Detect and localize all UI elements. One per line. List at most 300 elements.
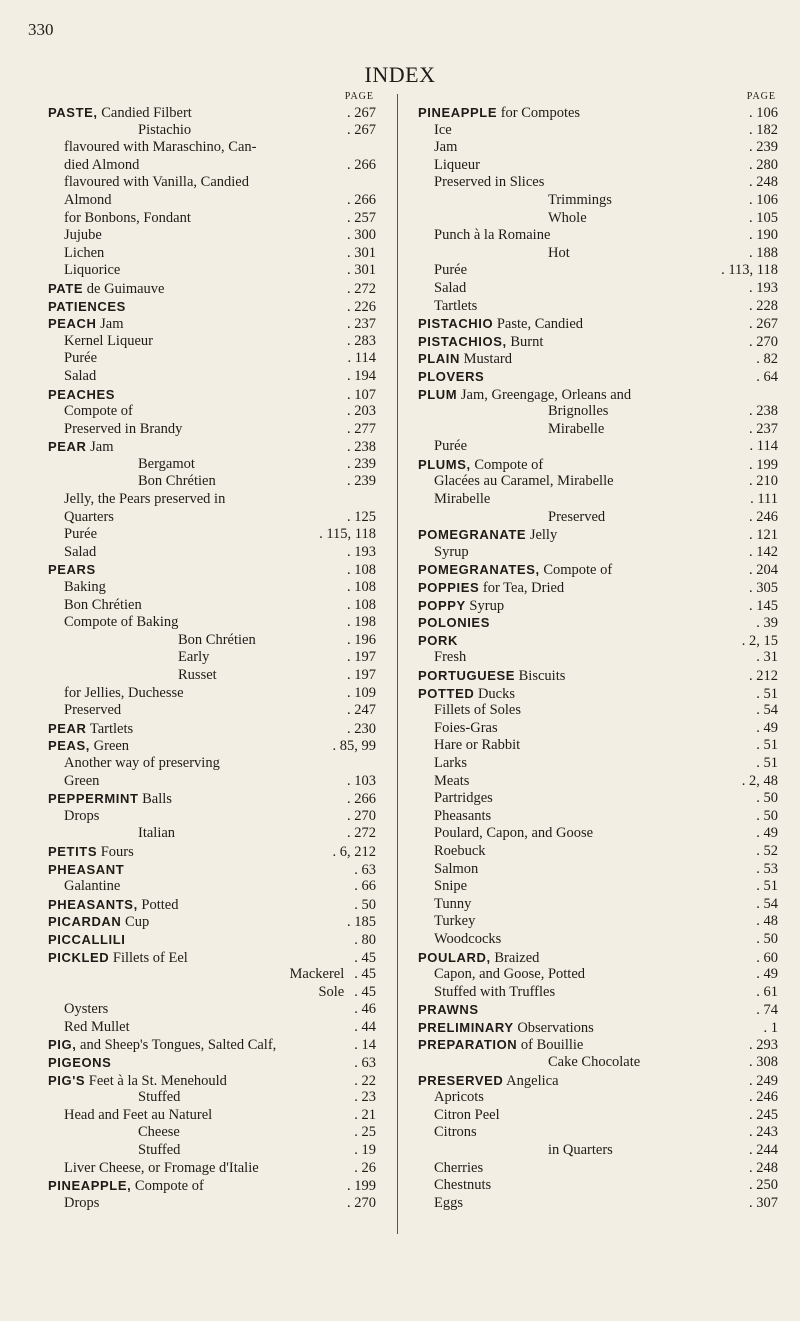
entry-page-number: . 238 (343, 439, 376, 456)
entry-text (418, 438, 746, 456)
entry-text (418, 1072, 745, 1090)
entry-page-number: . 308 (745, 1054, 778, 1072)
entry-page-number: . 230 (343, 721, 376, 738)
entry-headword: POPPIES (418, 580, 480, 596)
entry-subtext: Eggs (434, 1194, 463, 1211)
entry-text (418, 579, 745, 597)
entry-subtext: Compote of (539, 562, 613, 579)
index-entry (48, 456, 376, 474)
entry-page-number: . 199 (745, 457, 778, 474)
entry-page-number: . 283 (343, 333, 376, 351)
index-entry (418, 790, 778, 808)
index-entry (48, 438, 376, 456)
index-entry (48, 667, 376, 685)
entry-subtext: Feet à la St. Menehould (85, 1072, 227, 1089)
entry-text (418, 1089, 745, 1107)
entry-text (48, 350, 344, 368)
entry-text (418, 544, 745, 562)
index-entry (418, 667, 778, 685)
index-entry (418, 702, 778, 720)
index-entry (418, 368, 778, 386)
entry-text (48, 685, 343, 703)
entry-subtext: Snipe (434, 878, 468, 895)
entry-headword: PIG'S (48, 1072, 86, 1088)
entry-subtext: flavoured with Maraschino, Can- (64, 139, 257, 156)
entry-text (48, 333, 343, 351)
entry-subtext: Meats (434, 772, 470, 789)
entry-page-number: . 26 (350, 1160, 376, 1178)
entry-text (418, 808, 752, 826)
entry-headword: POMEGRANATE (418, 527, 527, 543)
entry-subtext: Tartlets (86, 720, 134, 737)
entry-page-number: . 239 (343, 456, 376, 474)
index-entry (48, 227, 376, 245)
index-entry (48, 896, 376, 914)
entry-subtext: Jam (86, 439, 114, 456)
entry-subtext: Paste, Candied (493, 316, 584, 333)
entry-text (48, 210, 343, 228)
entry-text (418, 896, 752, 914)
index-entry (418, 333, 778, 351)
entry-text (418, 790, 752, 808)
index-entry (48, 280, 376, 298)
index-entry (418, 245, 778, 263)
index-entry (48, 1001, 376, 1019)
index-entry (418, 755, 778, 773)
entry-text (418, 122, 745, 140)
entry-subtext: Tunny (434, 895, 472, 912)
index-entry (48, 843, 376, 861)
entry-page-number: . 74 (752, 1002, 778, 1019)
entry-text (418, 368, 752, 386)
entry-text (48, 790, 343, 808)
entry-text (418, 473, 745, 491)
index-entry (48, 702, 376, 720)
entry-text (48, 227, 343, 245)
entry-text (48, 597, 343, 615)
index-entry (48, 315, 376, 333)
index-column-right (418, 90, 778, 1212)
entry-page-number: . 60 (752, 950, 778, 967)
index-entry (418, 350, 778, 368)
index-entry (48, 720, 376, 738)
entry-page-number: . 293 (745, 1037, 778, 1054)
entry-page-number: . 82 (752, 351, 778, 368)
index-entry (418, 122, 778, 140)
entry-text (48, 509, 343, 527)
index-entry (418, 403, 778, 421)
entry-page-number: . 121 (745, 527, 778, 544)
entry-subtext: Liver Cheese, or Fromage d'Italie (64, 1159, 259, 1176)
entry-page-number: . 194 (343, 368, 376, 386)
index-entry (418, 298, 778, 316)
entry-text (48, 861, 350, 879)
entry-page-number: . 277 (343, 421, 376, 439)
entry-text (48, 773, 343, 791)
entry-text (418, 1054, 745, 1072)
entry-page-number: . 300 (343, 227, 376, 245)
entry-text (48, 368, 343, 386)
entry-headword: PORTUGUESE (418, 668, 516, 683)
entry-page-number: . 46 (350, 1001, 376, 1019)
entry-page-number: . 115, 118 (315, 526, 376, 544)
entry-subtext: Jujube (64, 227, 102, 244)
entry-subtext: Salad (64, 543, 97, 560)
index-entry (418, 280, 778, 298)
entry-page-number: . 106 (745, 105, 778, 122)
entry-headword: PEPPERMINT (48, 791, 139, 807)
entry-page-number: . 188 (745, 245, 778, 263)
entry-subtext: Russet (178, 667, 217, 683)
entry-subtext: Liquorice (64, 262, 121, 279)
entry-subtext: Preserved (64, 702, 122, 719)
entry-page-number: . 267 (745, 316, 778, 333)
index-entry (418, 825, 778, 843)
index-entry (48, 509, 376, 527)
entry-page-number: . 2, 48 (738, 773, 778, 791)
entry-subtext: Foies-Gras (434, 719, 498, 736)
entry-subtext: Purée (64, 526, 98, 543)
entry-page-number: . 228 (745, 298, 778, 316)
entry-subtext: of Bouillie (517, 1037, 584, 1054)
entry-page-number: . 266 (343, 791, 376, 808)
entry-subtext: Woodcocks (434, 930, 502, 947)
index-entry (48, 737, 376, 755)
entry-subtext: Stuffed (138, 1142, 181, 1159)
index-entry (48, 1036, 376, 1054)
entry-subtext: Drops (64, 1194, 100, 1211)
entry-subtext: Fillets of Eel (109, 949, 188, 966)
index-entry (418, 456, 778, 474)
entry-text (48, 825, 343, 843)
index-entry (48, 931, 376, 949)
index-entry (48, 491, 376, 509)
entry-text (418, 298, 745, 316)
entry-subtext: Head and Feet au Naturel (64, 1106, 213, 1123)
entry-text (48, 1036, 350, 1054)
entry-subtext: Compote of Baking (64, 614, 179, 631)
index-entry (48, 403, 376, 421)
index-entry (48, 262, 376, 280)
entry-page-number: . 109 (343, 685, 376, 703)
index-entry (418, 438, 778, 456)
index-entry (48, 966, 376, 984)
index-entry (48, 104, 376, 122)
entry-headword: PLUMS, (418, 456, 471, 472)
entry-subtext: for Compotes (497, 105, 581, 121)
entry-text (418, 773, 738, 791)
entry-headword: PEACH (48, 316, 97, 332)
entry-text (418, 843, 752, 861)
entry-headword: PRELIMINARY (418, 1019, 514, 1035)
index-entry (48, 1089, 376, 1107)
entry-subtext: Bon Chrétien (64, 596, 142, 613)
entry-subtext: Roebuck (434, 842, 486, 859)
index-entry (418, 931, 778, 949)
index-entry (418, 649, 778, 667)
entry-text (48, 1089, 350, 1107)
entry-text (418, 227, 745, 245)
entry-subtext: Punch à la Romaine (434, 227, 551, 244)
entry-page-number: . 31 (752, 649, 778, 667)
index-entry (48, 649, 376, 667)
entry-text (48, 245, 343, 263)
index-entry (48, 210, 376, 228)
entry-subtext: Fillets of Soles (434, 702, 522, 719)
entry-headword: PLAIN (418, 351, 460, 367)
entry-page-number: . 50 (350, 897, 376, 914)
index-entry (48, 386, 376, 404)
entry-page-number: . 45 (350, 984, 376, 1002)
entry-subtext: Green (90, 738, 130, 755)
entry-subtext: Hot (548, 244, 570, 261)
index-entry (48, 861, 376, 879)
entry-subtext: Compote of (64, 403, 133, 420)
entry-text (418, 157, 745, 175)
entry-subtext: Drops (64, 807, 100, 824)
entry-page-number: . 66 (350, 878, 376, 896)
entry-page-number: . 246 (745, 509, 778, 527)
entry-page-number: . 193 (745, 280, 778, 298)
entry-page-number: . 197 (343, 667, 376, 685)
entry-text (418, 597, 745, 615)
entry-page-number: . 196 (343, 632, 376, 650)
entry-headword: PICCALLILI (48, 931, 126, 947)
entry-page-number: . 19 (350, 1142, 376, 1160)
entry-page-number: . 257 (343, 210, 376, 228)
entry-text (418, 825, 752, 843)
entry-headword: PASTE, (48, 105, 98, 120)
entry-text (418, 333, 745, 351)
entry-text (418, 1142, 745, 1160)
entry-subtext: Italian (138, 825, 176, 842)
entry-text (418, 280, 745, 298)
index-entry (418, 1142, 778, 1160)
entry-subtext: Poulard, Capon, and Goose (434, 825, 594, 842)
entry-text (418, 1036, 745, 1054)
entry-subtext: for Tea, Dried (479, 580, 565, 597)
index-entry (418, 1089, 778, 1107)
index-entry (418, 1019, 778, 1037)
entry-page-number: . 237 (745, 421, 778, 439)
entry-subtext: de Guimauve (83, 280, 165, 297)
index-entry (48, 790, 376, 808)
entry-page-number: . 106 (745, 192, 778, 210)
entry-page-number: . 267 (343, 122, 376, 140)
index-entry (418, 913, 778, 931)
index-entry (418, 1124, 778, 1142)
entry-page-number: . 266 (343, 192, 376, 210)
entry-page-number: . 6, 212 (329, 844, 377, 861)
entry-page-number: . 307 (745, 1195, 778, 1213)
entry-subtext: Red Mullet (64, 1018, 130, 1035)
entry-subtext: for Bonbons, Fondant (64, 209, 191, 226)
entry-text (48, 931, 350, 949)
entry-page-number: . 107 (343, 387, 376, 404)
index-entry (418, 1107, 778, 1125)
entry-headword: PEAR (48, 720, 87, 736)
index-entry (48, 1195, 376, 1213)
entry-text (418, 192, 745, 210)
entry-page-number: . 25 (350, 1124, 376, 1142)
entry-headword: PETITS (48, 843, 98, 859)
entry-page-number: . 85, 99 (329, 738, 377, 755)
entry-headword: PATE (48, 280, 84, 296)
entry-subtext: flavoured with Vanilla, Candied (64, 174, 249, 191)
entry-text (48, 808, 343, 826)
index-entry (418, 949, 778, 967)
entry-subtext: Cherries (434, 1159, 484, 1176)
entry-page-number: . 182 (745, 122, 778, 140)
entry-page-number: . 248 (745, 174, 778, 192)
entry-page-number: . 51 (752, 737, 778, 755)
entry-subtext: Fresh (434, 649, 467, 666)
index-entry (418, 473, 778, 491)
entry-text (48, 1054, 350, 1072)
index-entry (48, 1142, 376, 1160)
entry-text (418, 1001, 752, 1019)
entry-subtext: Lichen (64, 244, 105, 261)
entry-headword: POPPY (418, 597, 466, 613)
index-entry (48, 984, 376, 1002)
entry-text (48, 984, 350, 1002)
entry-text (418, 1195, 745, 1213)
entry-headword: PINEAPPLE, (48, 1178, 132, 1194)
index-entry (418, 1001, 778, 1019)
entry-subtext: Candied Filbert (97, 105, 192, 121)
entry-subtext: Citrons (434, 1124, 477, 1141)
index-entry (418, 157, 778, 175)
entry-page-number: . 51 (752, 878, 778, 896)
index-entry (418, 984, 778, 1002)
entry-subtext: Burnt (506, 333, 544, 350)
entry-page-number: . 54 (752, 896, 778, 914)
entry-text (48, 667, 343, 685)
entry-page-number: . 305 (745, 580, 778, 597)
entry-page-number: . 49 (752, 825, 778, 843)
entry-subtext: Oysters (64, 1001, 109, 1018)
index-entry (48, 878, 376, 896)
index-entry (418, 614, 778, 632)
index-entry (48, 1072, 376, 1090)
entry-text (418, 878, 752, 896)
entry-subtext: Quarters (64, 508, 114, 525)
entry-subtext: Kernel Liqueur (64, 332, 153, 349)
entry-headword: POTTED (418, 685, 475, 701)
entry-page-number: . 21 (350, 1107, 376, 1125)
entry-subtext: Biscuits (515, 668, 566, 684)
entry-headword: PINEAPPLE (418, 105, 498, 120)
index-entry (418, 1160, 778, 1178)
entry-page-number: . 61 (752, 984, 778, 1002)
index-entry (48, 1124, 376, 1142)
entry-page-number: . 204 (745, 562, 778, 579)
entry-subtext: Compote of (131, 1178, 204, 1195)
index-entry (48, 192, 376, 210)
entry-subtext: Capon, and Goose, Potted (434, 966, 586, 983)
entry-headword: PISTACHIOS, (418, 333, 507, 349)
index-entry (418, 861, 778, 879)
entry-subtext: Salad (64, 367, 97, 384)
index-entry (418, 1036, 778, 1054)
entry-text (48, 1072, 350, 1090)
entry-text (418, 1124, 745, 1142)
entry-subtext: Jelly (526, 527, 558, 544)
index-entry (418, 1054, 778, 1072)
entry-text (48, 1001, 350, 1019)
entry-headword: POULARD, (418, 949, 491, 965)
entry-subtext: Partridges (434, 790, 493, 807)
index-entry (418, 1177, 778, 1195)
entry-subtext: Fours (97, 843, 134, 860)
index-entry (48, 421, 376, 439)
index-entry (48, 561, 376, 579)
entry-page-number: . 203 (343, 403, 376, 421)
entry-subtext: Chestnuts (434, 1177, 492, 1194)
entry-subtext: Trimmings (548, 191, 612, 208)
entry-subtext: Brignolles (548, 403, 609, 420)
index-entry (418, 104, 778, 122)
entry-subtext: Purée (434, 262, 468, 279)
index-entry (48, 685, 376, 703)
entry-subtext: Purée (434, 438, 468, 455)
entry-subtext: Mustard (460, 351, 512, 368)
index-entry (418, 315, 778, 333)
column-divider (397, 94, 398, 1234)
entry-page-number: . 103 (343, 773, 376, 791)
entry-page-number: . 125 (343, 509, 376, 527)
entry-subtext: Tartlets (434, 297, 478, 314)
entry-text (418, 210, 745, 228)
index-entry (418, 491, 778, 509)
entry-text (48, 386, 343, 404)
entry-text (48, 1019, 350, 1037)
index-entry (48, 122, 376, 140)
entry-page-number: . 193 (343, 544, 376, 562)
index-entry (418, 210, 778, 228)
index-entry (418, 509, 778, 527)
entry-headword: POLONIES (418, 615, 490, 631)
index-entry (418, 878, 778, 896)
entry-page-number: . 239 (343, 473, 376, 491)
entry-subtext: Preserved in Brandy (64, 420, 183, 437)
entry-subtext: Potted (137, 896, 179, 913)
entry-text (418, 702, 752, 720)
entry-text (418, 421, 745, 439)
entry-headword: PREPARATION (418, 1037, 518, 1053)
entry-page-number: . 244 (745, 1142, 778, 1160)
entry-page-number: . 51 (752, 686, 778, 703)
entry-subtext: Jam (96, 316, 124, 333)
entry-text (418, 720, 752, 738)
entry-headword: PATIENCES (48, 298, 126, 314)
entry-subtext: Turkey (434, 913, 476, 930)
index-entry (48, 473, 376, 491)
entry-subtext: Stuffed with Truffles (434, 983, 556, 1000)
entry-headword: PIG, (48, 1037, 77, 1053)
entry-text (48, 139, 372, 157)
entry-page-number: . 199 (343, 1178, 376, 1195)
entry-text (48, 755, 372, 773)
entry-subtext: Glacées au Caramel, Mirabelle (434, 473, 614, 490)
entry-page-number: . 210 (745, 473, 778, 491)
entry-text (48, 1124, 350, 1142)
index-entry (418, 579, 778, 597)
entry-text (48, 737, 329, 755)
entry-subtext: and Sheep's Tongues, Salted Calf, (76, 1037, 277, 1054)
index-entry (418, 421, 778, 439)
entry-subtext: Bon Chrétien (138, 473, 216, 490)
